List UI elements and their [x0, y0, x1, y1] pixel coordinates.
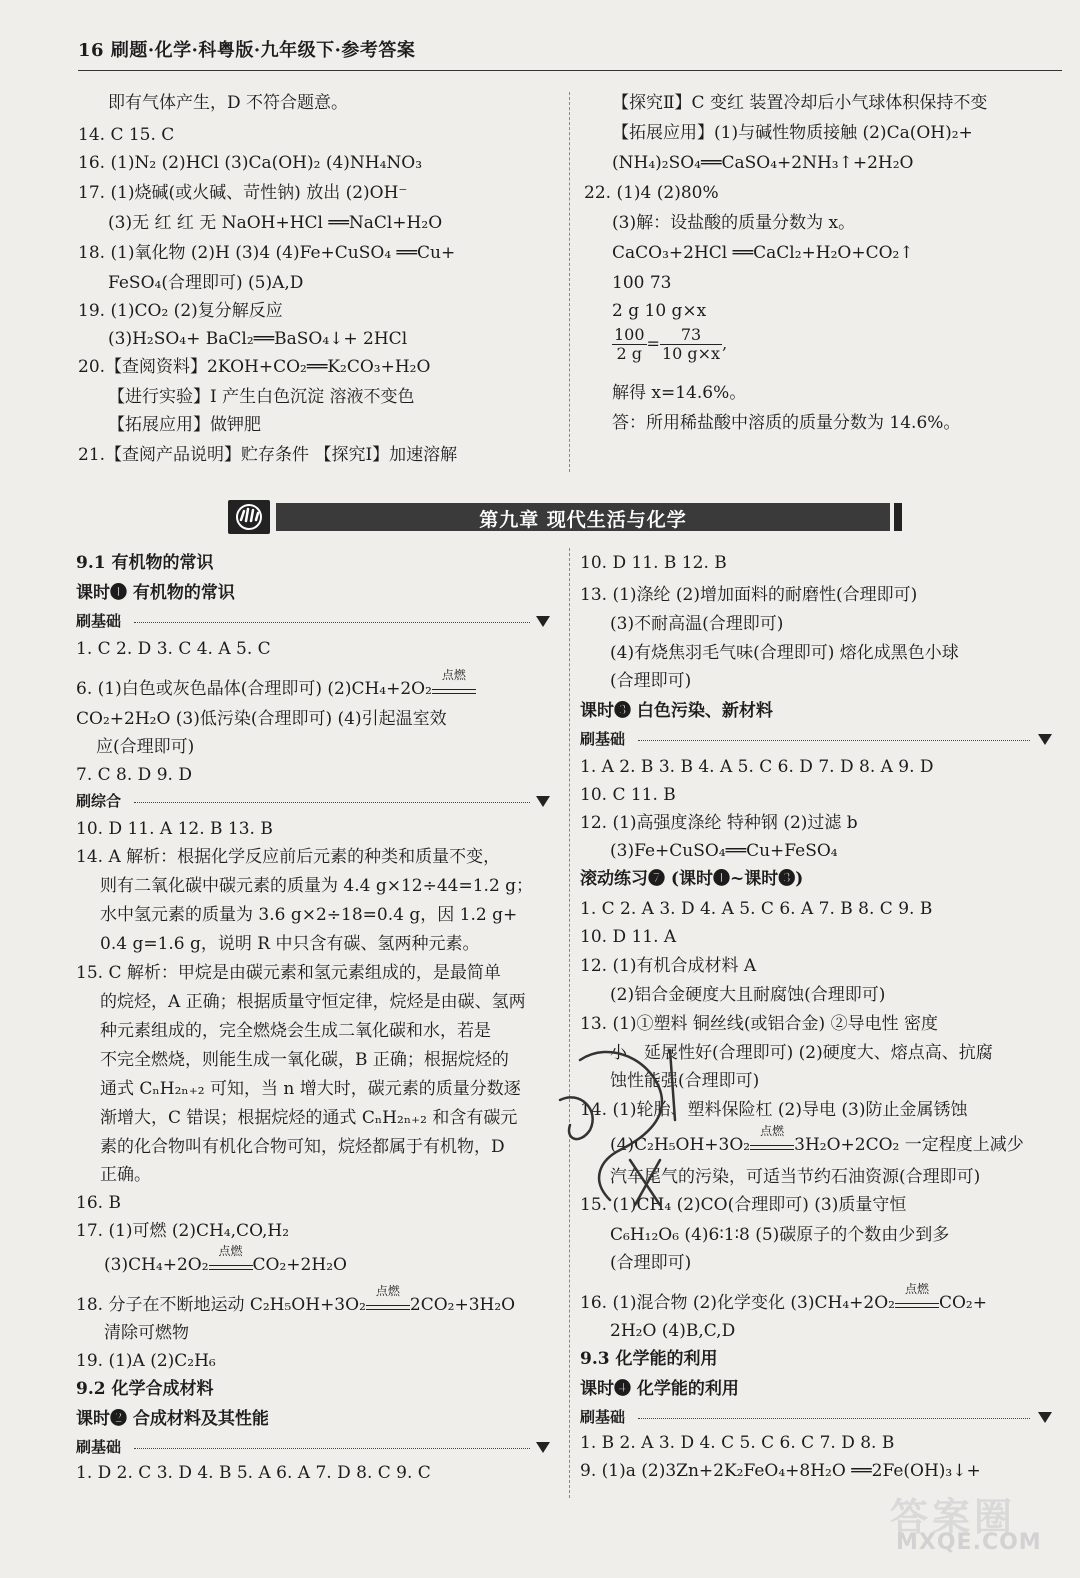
text-line: (合理即可) [610, 1253, 692, 1273]
text-line: 19. (1)A (2)C₂H₆ [76, 1351, 216, 1371]
subsection-label: 刷基础 [580, 730, 626, 748]
text-line: 通式 CₙH₂ₙ₊₂ 可知，当 n 增大时，碳元素的质量分数逐 [100, 1079, 521, 1099]
text-line: 10. C 11. B [580, 785, 676, 805]
text-line: 【拓展应用】(1)与碱性物质接触 (2)Ca(OH)₂+ [612, 123, 973, 143]
text-line: 清除可燃物 [104, 1323, 189, 1343]
triangle-icon [536, 616, 550, 627]
text-line: 12. (1)有机合成材料 A [580, 956, 757, 976]
text-line: CO₂+2H₂O (3)低污染(合理即可) (4)引起温室效 [76, 709, 447, 729]
text-line: (3)不耐高温(合理即可) [610, 614, 784, 634]
text-line: 1. D 2. C 3. D 4. B 5. A 6. A 7. D 8. C 9. C [76, 1463, 431, 1483]
lesson-heading: 课时❹ 化学能的利用 [580, 1379, 739, 1399]
lesson-heading: 课时❸ 白色污染、新材料 [580, 701, 773, 721]
review-heading: 滚动练习❼ (课时❶~课时❸) [580, 869, 804, 889]
equation-line: 6. (1)白色或灰色晶体(合理即可) (2)CH₄+2O₂ 点燃 [76, 678, 476, 700]
subsection-label: 刷基础 [76, 1438, 122, 1456]
text-line: 17. (1)烧碱(或火碱、苛性钠) 放出 (2)OH⁻ [78, 183, 408, 203]
text-line: 12. (1)高强度涤纶 特种钢 (2)过滤 b [580, 813, 858, 833]
equation-line: 18. 分子在不断地运动 C₂H₅OH+3O₂ 点燃 2CO₂+3H₂O [76, 1284, 516, 1315]
text-line: 渐增大，C 错误；根据烷烃的通式 CₙH₂ₙ₊₂ 和含有碳元 [100, 1108, 518, 1128]
subsection-label: 刷基础 [580, 1408, 626, 1426]
text-line: 正确。 [100, 1165, 151, 1185]
text-line: 1. B 2. A 3. D 4. C 5. C 6. C 7. D 8. B [580, 1433, 895, 1453]
text-line: 17. (1)可燃 (2)CH₄,CO,H₂ [76, 1221, 290, 1241]
text-line: 答：所用稀盐酸中溶质的质量分数为 14.6%。 [612, 413, 961, 433]
dotted-rule [134, 802, 530, 803]
text-line: (4)有烧焦羽毛气味(合理即可) 熔化成黑色小球 [610, 643, 959, 663]
text-line: 15. C 解析：甲烷是由碳元素和氢元素组成的，是最简单 [76, 963, 501, 983]
text-line: 9. (1)a (2)3Zn+2K₂FeO₄+8H₂O ══2Fe(OH)₃↓+ [580, 1461, 981, 1481]
column-divider-bottom [569, 548, 570, 1498]
column-divider-top [569, 92, 570, 472]
text-line: 则有二氧化碳中碳元素的质量为 4.4 g×12÷44=1.2 g； [100, 876, 534, 896]
text-line: (3)解：设盐酸的质量分数为 x。 [612, 213, 856, 233]
text-line: 汽车尾气的污染，可适当节约石油资源(合理即可) [610, 1167, 981, 1187]
triangle-icon [1038, 734, 1052, 745]
equation-line: (3)CH₄+2O₂ 点燃 CO₂+2H₂O [104, 1244, 347, 1275]
text-line: 16. (1)N₂ (2)HCl (3)Ca(OH)₂ (4)NH₄NO₃ [78, 153, 423, 173]
chapter-banner [228, 500, 902, 534]
text-line: FeSO₄(合理即可) (5)A,D [108, 273, 304, 293]
proportion-fraction: $\frac{100}{2 g}$ = $\frac{73}{10 g\times x}$ , [614, 325, 728, 363]
text-line: 2H₂O (4)B,C,D [610, 1321, 736, 1341]
equation-line: (4)C₂H₅OH+3O₂ 点燃 3H₂O+2CO₂ 一定程度上减少 [610, 1124, 1024, 1155]
text-line: 的烷烃，A 正确；根据质量守恒定律，烷烃是由碳、氢两 [100, 992, 526, 1012]
triangle-icon [536, 1442, 550, 1453]
lesson-heading: 课时❶ 有机物的常识 [76, 583, 235, 603]
lesson-heading: 课时❷ 合成材料及其性能 [76, 1409, 269, 1429]
dotted-rule [638, 1418, 1030, 1419]
text-line: 13. (1)①塑料 铜丝线(或铝合金) ②导电性 密度 [580, 1014, 938, 1034]
text-line: 即有气体产生，D 不符合题意。 [108, 93, 349, 113]
section-heading: 9.3 化学能的利用 [580, 1349, 718, 1369]
text-line: CaCO₃+2HCl ══CaCl₂+H₂O+CO₂↑ [612, 243, 914, 263]
text-line: 种元素组成的，完全燃烧会生成二氧化碳和水，若是 [100, 1021, 491, 1041]
text-line: 1. A 2. B 3. B 4. A 5. C 6. D 7. D 8. A 9. D [580, 757, 934, 777]
text-line: 0.4 g=1.6 g，说明 R 中只含有碳、氢两种元素。 [100, 934, 480, 954]
text-line: 解得 x=14.6%。 [612, 383, 747, 403]
text-line: 【拓展应用】做钾肥 [108, 415, 261, 435]
text-line: 14. A 解析：根据化学反应前后元素的种类和质量不变， [76, 847, 501, 867]
text-line: (3)Fe+CuSO₄══Cu+FeSO₄ [610, 841, 838, 861]
text-line: (合理即可) [610, 671, 692, 691]
chapter-title: 第九章 现代生活与化学 [479, 509, 687, 531]
text-line: 10. D 11. B 12. B [580, 553, 727, 573]
section-heading: 9.2 化学合成材料 [76, 1379, 214, 1399]
section-heading: 9.1 有机物的常识 [76, 553, 214, 573]
text-line: 小、延展性好(合理即可) (2)硬度大、熔点高、抗腐 [610, 1043, 993, 1063]
text-line: (3)H₂SO₄+ BaCl₂══BaSO₄↓+ 2HCl [108, 329, 408, 349]
text-line: 13. (1)涤纶 (2)增加面料的耐磨性(合理即可) [580, 585, 918, 605]
dotted-rule [638, 740, 1030, 741]
text-line: 14. (1)轮胎、塑料保险杠 (2)导电 (3)防止金属锈蚀 [580, 1100, 968, 1120]
text-line: 16. B [76, 1193, 121, 1213]
text-line: 21.【查阅产品说明】贮存条件 【探究Ⅰ】加速溶解 [78, 445, 458, 465]
watermark-logo: 答案圈 MXQE.COM [890, 1495, 1042, 1555]
chapter-hand-icon [228, 500, 270, 534]
header-rule [78, 70, 1062, 71]
text-line: 15. (1)CH₄ (2)CO(合理即可) (3)质量守恒 [580, 1195, 907, 1215]
text-line: 蚀性能强(合理即可) [610, 1071, 760, 1091]
text-line: 素的化合物叫有机化合物可知，烷烃都属于有机物，D [100, 1137, 505, 1157]
text-line: 100 73 [612, 273, 672, 293]
text-line: C₆H₁₂O₆ (4)6∶1∶8 (5)碳原子的个数由少到多 [610, 1225, 950, 1245]
text-line: 水中氢元素的质量为 3.6 g×2÷18=0.4 g，因 1.2 g+ [100, 905, 518, 925]
dotted-rule [134, 1448, 530, 1449]
text-line: (3)无 红 红 无 NaOH+HCl ══NaCl+H₂O [108, 213, 443, 233]
text-line: 10. D 11. A [580, 927, 677, 947]
text-line: 19. (1)CO₂ (2)复分解反应 [78, 301, 283, 321]
text-line: 18. (1)氧化物 (2)H (3)4 (4)Fe+CuSO₄ ══Cu+ [78, 243, 456, 263]
text-line: 不完全燃烧，则能生成一氧化碳，B 正确；根据烷烃的 [100, 1050, 509, 1070]
text-line: (NH₄)₂SO₄══CaSO₄+2NH₃↑+2H₂O [612, 153, 914, 173]
subsection-label: 刷基础 [76, 612, 122, 630]
triangle-icon [1038, 1412, 1052, 1423]
page-header: 16 刷题·化学·科粤版·九年级下·参考答案 [78, 40, 416, 61]
text-line: 22. (1)4 (2)80% [584, 183, 719, 203]
text-line: 【进行实验】Ⅰ 产生白色沉淀 溶液不变色 [108, 387, 415, 407]
text-line: 10. D 11. A 12. B 13. B [76, 819, 273, 839]
text-line: 1. C 2. D 3. C 4. A 5. C [76, 639, 271, 659]
dotted-rule [134, 622, 530, 623]
subsection-label: 刷综合 [76, 792, 122, 810]
text-line: 应(合理即可) [96, 737, 195, 757]
text-line: 7. C 8. D 9. D [76, 765, 192, 785]
text-line: 20.【查阅资料】2KOH+CO₂══K₂CO₃+H₂O [78, 357, 431, 377]
text-line: 1. C 2. A 3. D 4. A 5. C 6. A 7. B 8. C 9. B [580, 899, 933, 919]
handwriting-scribble [540, 1030, 700, 1220]
text-line: (2)铝合金硬度大且耐腐蚀(合理即可) [610, 985, 886, 1005]
equation-line: 16. (1)混合物 (2)化学变化 (3)CH₄+2O₂ 点燃 CO₂+ [580, 1282, 987, 1313]
text-line: 【探究Ⅱ】C 变红 装置冷却后小气球体积保持不变 [612, 93, 988, 113]
text-line: 14. C 15. C [78, 125, 175, 145]
triangle-icon [536, 796, 550, 807]
text-line: 2 g 10 g×x [612, 301, 707, 321]
